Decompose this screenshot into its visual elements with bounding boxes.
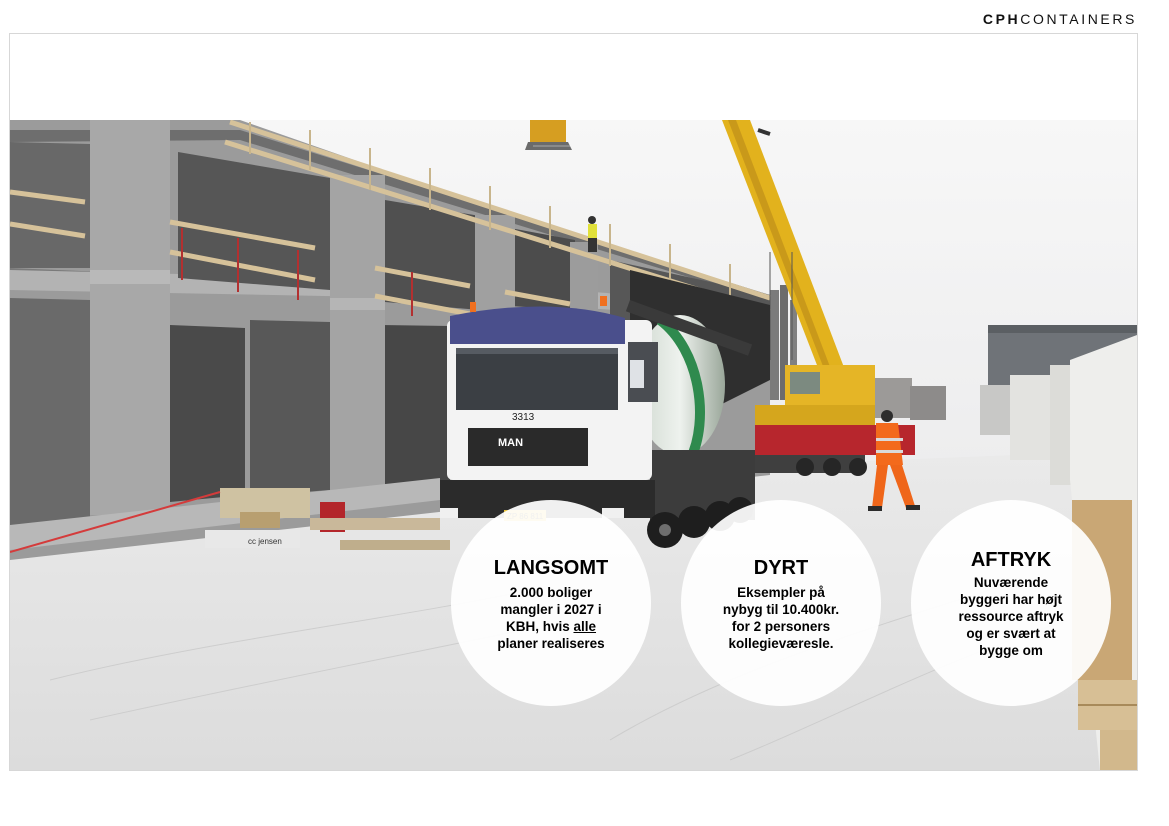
circle-line: 2.000 boliger: [509, 585, 593, 600]
circle-line: nybyg til 10.400kr.: [722, 602, 840, 617]
circle-title-dyrt: DYRT: [753, 557, 809, 579]
concrete-bucket: [525, 120, 572, 150]
circle-line: Nuværende: [973, 575, 1049, 590]
underlined-word: alle: [573, 619, 597, 634]
logo-bold-text: CPH: [982, 11, 1021, 27]
circle-text-dyrt: [681, 584, 881, 652]
circle-line: kollegieværesle.: [728, 636, 834, 651]
brand-logo: [983, 11, 1137, 27]
circle-text-aftryk: [911, 574, 1111, 659]
info-circle-dyrt: [681, 500, 881, 706]
truck-number-text: 3313: [512, 412, 535, 423]
circle-line: byggeri har højt: [959, 592, 1062, 607]
circle-line: Eksempler på: [737, 585, 825, 600]
logo-regular-text: CONTAINERS: [1020, 11, 1137, 27]
info-circle-aftryk: [911, 500, 1111, 706]
circle-text-langsomt: [451, 584, 651, 652]
circle-line: KBH, hvis: [505, 619, 574, 634]
info-circle-langsomt: [451, 500, 651, 706]
worker-on-roof: [588, 216, 597, 252]
circle-title-langsomt: LANGSOMT: [493, 557, 609, 579]
circle-line: bygge om: [979, 643, 1043, 658]
circle-line: planer realiseres: [497, 636, 605, 651]
circle-line: ressource aftryk: [958, 609, 1064, 624]
truck-brand-text: MAN: [498, 437, 524, 449]
circle-line: mangler i 2027 i: [500, 602, 602, 617]
circle-line: for 2 personers: [731, 619, 831, 634]
circle-line: og er svært at: [966, 626, 1056, 641]
barrier-text: cc jensen: [248, 537, 282, 546]
circle-title-aftryk: AFTRYK: [970, 549, 1052, 571]
